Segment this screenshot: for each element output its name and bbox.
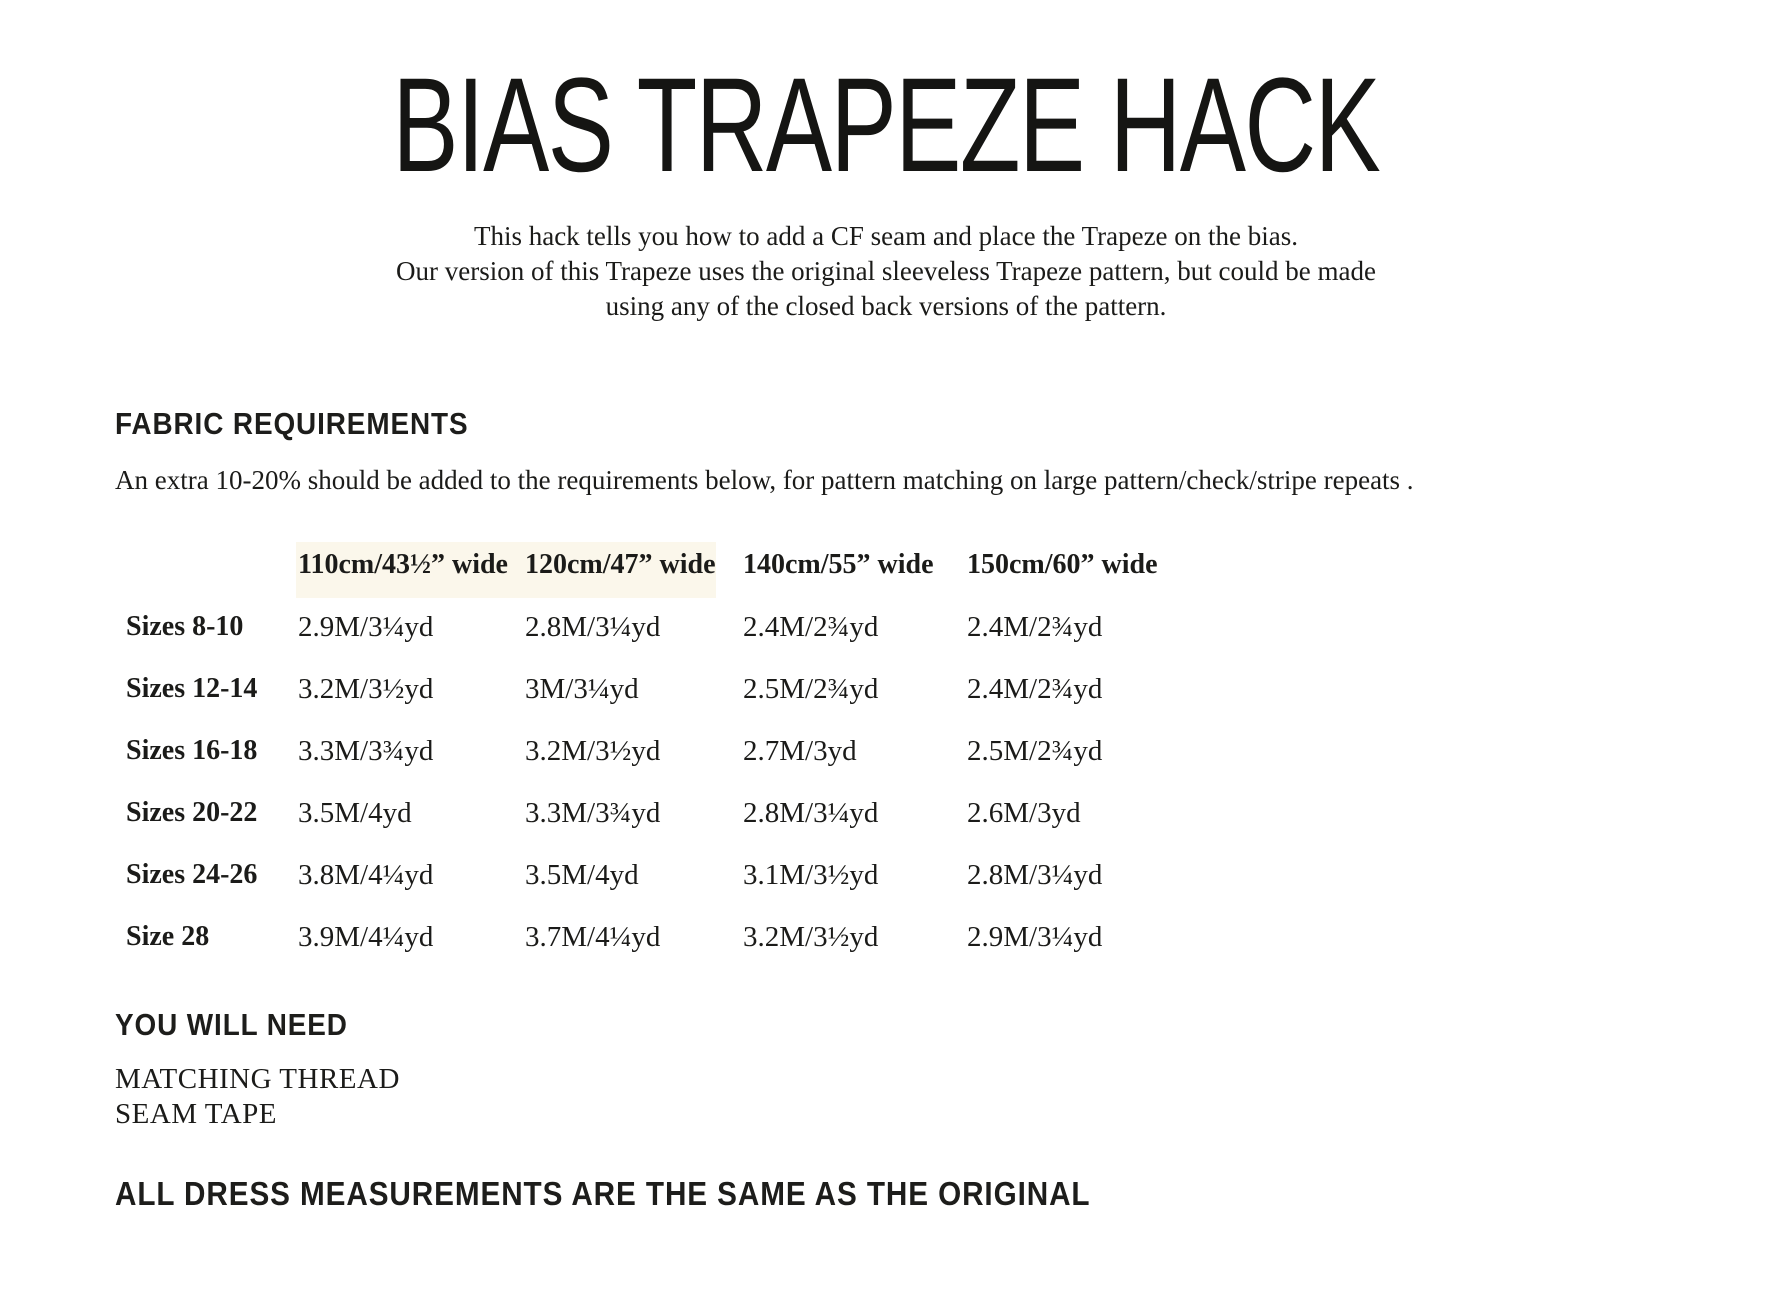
you-will-need-heading: YOU WILL NEED xyxy=(115,1007,348,1042)
fabric-value: 2.8M/3¼yd xyxy=(967,858,1103,891)
fabric-value: 3.5M/4yd xyxy=(525,858,639,891)
fabric-value: 3.2M/3½yd xyxy=(525,734,661,767)
fabric-value: 3.1M/3½yd xyxy=(743,858,879,891)
column-header-150cm: 150cm/60” wide xyxy=(967,549,1158,580)
page-title-wrap xyxy=(0,51,1772,200)
fabric-value: 3.3M/3¾yd xyxy=(298,734,434,767)
page-title: BIAS TRAPEZE HACK xyxy=(392,51,1380,200)
fabric-value: 3.7M/4¼yd xyxy=(525,920,661,953)
fabric-requirements-note: An extra 10-20% should be added to the requirements below, for pattern matching on large pattern/check/stripe repeats . xyxy=(115,465,1414,495)
intro-paragraph xyxy=(0,219,1772,324)
fabric-value: 2.4M/2¾yd xyxy=(743,610,879,643)
fabric-requirements-table xyxy=(126,534,1177,968)
fabric-value: 3.5M/4yd xyxy=(298,796,412,829)
fabric-value: 3.2M/3½yd xyxy=(298,672,434,705)
intro-line: This hack tells you how to add a CF seam and place the Trapeze on the bias. xyxy=(473,221,1299,251)
you-will-need-list xyxy=(115,1062,400,1132)
intro-line: Our version of this Trapeze uses the original sleeveless Trapeze pattern, but could be made xyxy=(395,256,1376,286)
fabric-value: 2.6M/3yd xyxy=(967,796,1081,829)
fabric-value: 2.4M/2¾yd xyxy=(967,672,1103,705)
fabric-value: 2.9M/3¼yd xyxy=(967,920,1103,953)
row-label-size-28: Size 28 xyxy=(126,921,210,952)
row-label-sizes-24-26: Sizes 24-26 xyxy=(126,859,258,890)
row-label-sizes-20-22: Sizes 20-22 xyxy=(126,797,258,828)
fabric-value: 2.9M/3¼yd xyxy=(298,610,434,643)
fabric-value: 2.5M/2¾yd xyxy=(967,734,1103,767)
fabric-value: 3M/3¼yd xyxy=(525,672,639,705)
footer-note: ALL DRESS MEASUREMENTS ARE THE SAME AS THE ORIGINAL xyxy=(115,1175,1091,1212)
column-header-110cm: 110cm/43½” wide xyxy=(298,549,508,580)
intro-line: using any of the closed back versions of the pattern. xyxy=(605,291,1167,321)
fabric-value: 2.8M/3¼yd xyxy=(525,610,661,643)
fabric-value: 3.9M/4¼yd xyxy=(298,920,434,953)
row-label-sizes-8-10: Sizes 8-10 xyxy=(126,611,244,642)
fabric-value: 3.8M/4¼yd xyxy=(298,858,434,891)
fabric-value: 2.7M/3yd xyxy=(743,734,857,767)
fabric-value: 2.5M/2¾yd xyxy=(743,672,879,705)
column-header-140cm: 140cm/55” wide xyxy=(743,549,934,580)
row-label-sizes-16-18: Sizes 16-18 xyxy=(126,735,258,766)
column-header-120cm: 120cm/47” wide xyxy=(525,549,716,580)
need-item-seam-tape: SEAM TAPE xyxy=(115,1098,277,1130)
fabric-value: 3.3M/3¾yd xyxy=(525,796,661,829)
fabric-requirements-heading: FABRIC REQUIREMENTS xyxy=(115,406,469,441)
fabric-value: 3.2M/3½yd xyxy=(743,920,879,953)
fabric-value: 2.4M/2¾yd xyxy=(967,610,1103,643)
row-label-sizes-12-14: Sizes 12-14 xyxy=(126,673,258,704)
fabric-value: 2.8M/3¼yd xyxy=(743,796,879,829)
need-item-matching-thread: MATCHING THREAD xyxy=(115,1063,400,1095)
